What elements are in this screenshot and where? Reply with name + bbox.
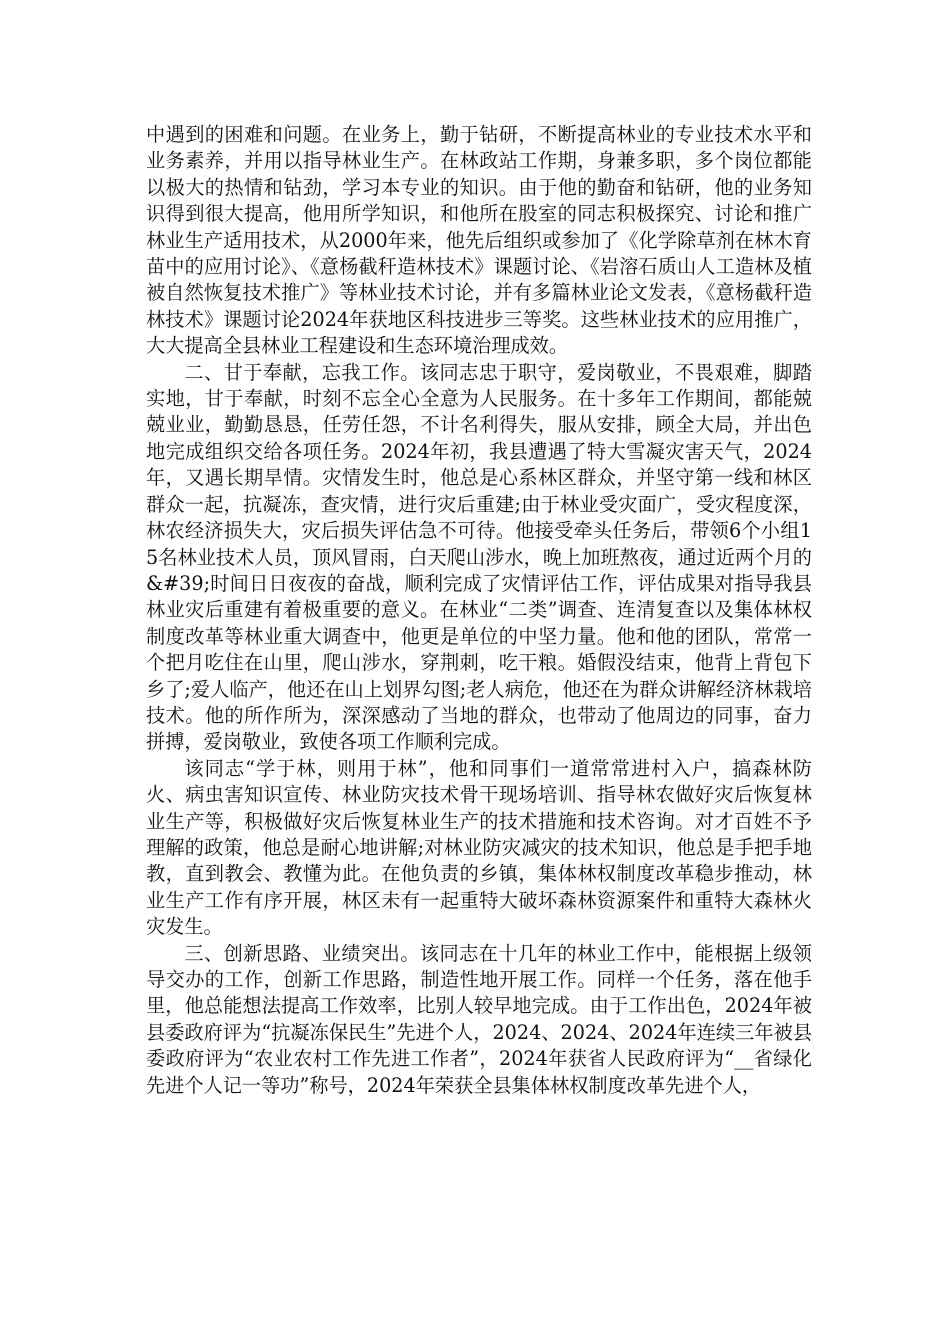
paragraph-4: 三、创新思路、业绩突出。该同志在十几年的林业工作中，能根据上级领导交办的工作，创新工作思路，制造性地开展工作。同样一个任务，落在他手里，他总能想法提高工作效率，比别人较早地完成。由于工作出色，2024年被县委政府评为“抗凝冻保民生”先进个人，2024、2024、2024年连续三年被县委政府评为“农业农村工作先进工作者”，2024年获省人民政府评为“__省绿化先进个人记一等功”称号，2024年荣获全县集体林权制度改革先进个人， [146, 941, 812, 1097]
paragraph-2: 二、甘于奉献，忘我工作。该同志忠于职守，爱岗敬业，不畏艰难，脚踏实地，甘于奉献，时刻不忘全心全意为人民服务。在十多年工作期间，都能兢兢业业，勤勤恳恳，任劳任怨，不计名利得失，服从安排，顾全大局，并出色地完成组织交给各项任务。2024年初，我县遭遇了特大雪凝灾害天气，2024年，又遇长期旱情。灾情发生时，他总是心系林区群众，并坚守第一线和林区群众一起，抗凝冻，查灾情，进行灾后重建;由于林业受灾面广，受灾程度深，林农经济损失大，灾后损失评估急不可待。他接受牵头任务后，带领6个小组15名林业技术人员，顶风冒雨，白天爬山涉水，晚上加班熬夜，通过近两个月的&#39;时间日日夜夜的奋战，顺利完成了灾情评估工作，评估成果对指导我县林业灾后重建有着极重要的意义。在林业“二类”调查、连清复查以及集体林权制度改革等林业重大调查中，他更是单位的中坚力量。他和他的团队，常常一个把月吃住在山里，爬山涉水，穿荆刺，吃干粮。婚假没结束，他背上背包下乡了;爱人临产，他还在山上划界勾图;老人病危，他还在为群众讲解经济林栽培技术。他的所作所为，深深感动了当地的群众，也带动了他周边的同事，奋力拼搏，爱岗敬业，致使各项工作顺利完成。 [146, 360, 812, 754]
paragraph-3: 该同志“学于林，则用于林”，他和同事们一道常常进村入户，搞森林防火、病虫害知识宣传、林业防灾技术骨干现场培训、指导林农做好灾后恢复林业生产等，积极做好灾后恢复林业生产的技术措施和技术咨询。对才百姓不予理解的政策，他总是耐心地讲解;对林业防灾减灾的技术知识，他总是手把手地教，直到教会、教懂为此。在他负责的乡镇，集体林权制度改革稳步推动，林业生产工作有序开展，林区未有一起重特大破坏森林资源案件和重特大森林火灾发生。 [146, 756, 812, 939]
document-page [146, 122, 812, 1099]
paragraph-1: 中遇到的困难和问题。在业务上，勤于钻研，不断提高林业的专业技术水平和业务素养，并用以指导林业生产。在林政站工作期，身兼多职，多个岗位都能以极大的热情和钻劲，学习本专业的知识。由于他的勤奋和钻研，他的业务知识得到很大提高，他用所学知识，和他所在股室的同志积极探究、讨论和推广林业生产适用技术，从2000年来，他先后组织或参加了《化学除草剂在林木育苗中的应用讨论》、《意杨截秆造林技术》课题讨论、《岩溶石质山人工造林及植被自然恢复技术推广》等林业技术讨论，并有多篇林业论文发表，《意杨截秆造林技术》课题讨论2024年获地区科技进步三等奖。这些林业技术的应用推广，大大提高全县林业工程建设和生态环境治理成效。 [146, 123, 812, 358]
